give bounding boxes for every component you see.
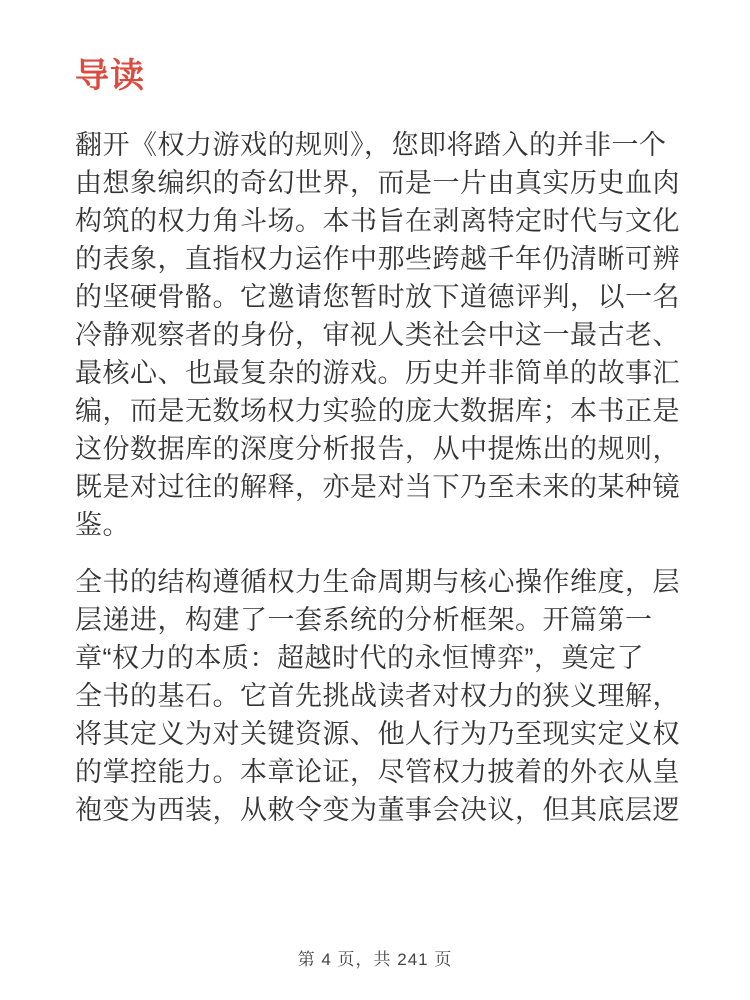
text-line: 翻开《权力游戏的规则》，您即将踏入的并非一个 bbox=[75, 130, 667, 160]
text-line: 全书的基石。它首先挑战读者对权力的狭义理解， bbox=[75, 681, 680, 711]
text-line: 构筑的权力角斗场。本书旨在剥离特定时代与文化 bbox=[75, 206, 680, 236]
text-line: 的掌控能力。本章论证，尽管权力披着的外衣从皇 bbox=[75, 757, 680, 787]
text-line: 编，而是无数场权力实验的庞大数据库；本书正是 bbox=[75, 396, 680, 426]
text-line: 这份数据库的深度分析报告，从中提炼出的规则， bbox=[75, 434, 680, 464]
text-line: 章“权力的本质：超越时代的永恒博弈”，奠定了 bbox=[75, 643, 644, 673]
page-title: 导读 bbox=[75, 57, 145, 95]
paragraph bbox=[75, 126, 680, 544]
text-line: 冷静观察者的身份，审视人类社会中这一最古老、 bbox=[75, 320, 680, 350]
text-line: 全书的结构遵循权力生命周期与核心操作维度，层 bbox=[75, 567, 680, 597]
text-line: 将其定义为对关键资源、他人行为乃至现实定义权 bbox=[75, 719, 680, 749]
text-line: 鉴。 bbox=[75, 510, 130, 540]
text-line: 层递进，构建了一套系统的分析框架。开篇第一 bbox=[75, 605, 653, 635]
text-line: 的坚硬骨骼。它邀请您暂时放下道德评判，以一名 bbox=[75, 282, 680, 312]
text-line: 的表象，直指权力运作中那些跨越千年仍清晰可辨 bbox=[75, 244, 680, 274]
text-line: 既是对过往的解释，亦是对当下乃至未来的某种镜 bbox=[75, 472, 680, 502]
paragraph bbox=[75, 563, 680, 829]
text-line: 最核心、也最复杂的游戏。历史并非简单的故事汇 bbox=[75, 358, 680, 388]
body-text bbox=[75, 126, 680, 829]
text-line: 袍变为西装，从敕令变为董事会决议，但其底层逻 bbox=[75, 795, 680, 825]
text-line: 由想象编织的奇幻世界，而是一片由真实历史血肉 bbox=[75, 168, 680, 198]
page-number-indicator: 第 4 页，共 241 页 bbox=[297, 950, 453, 969]
